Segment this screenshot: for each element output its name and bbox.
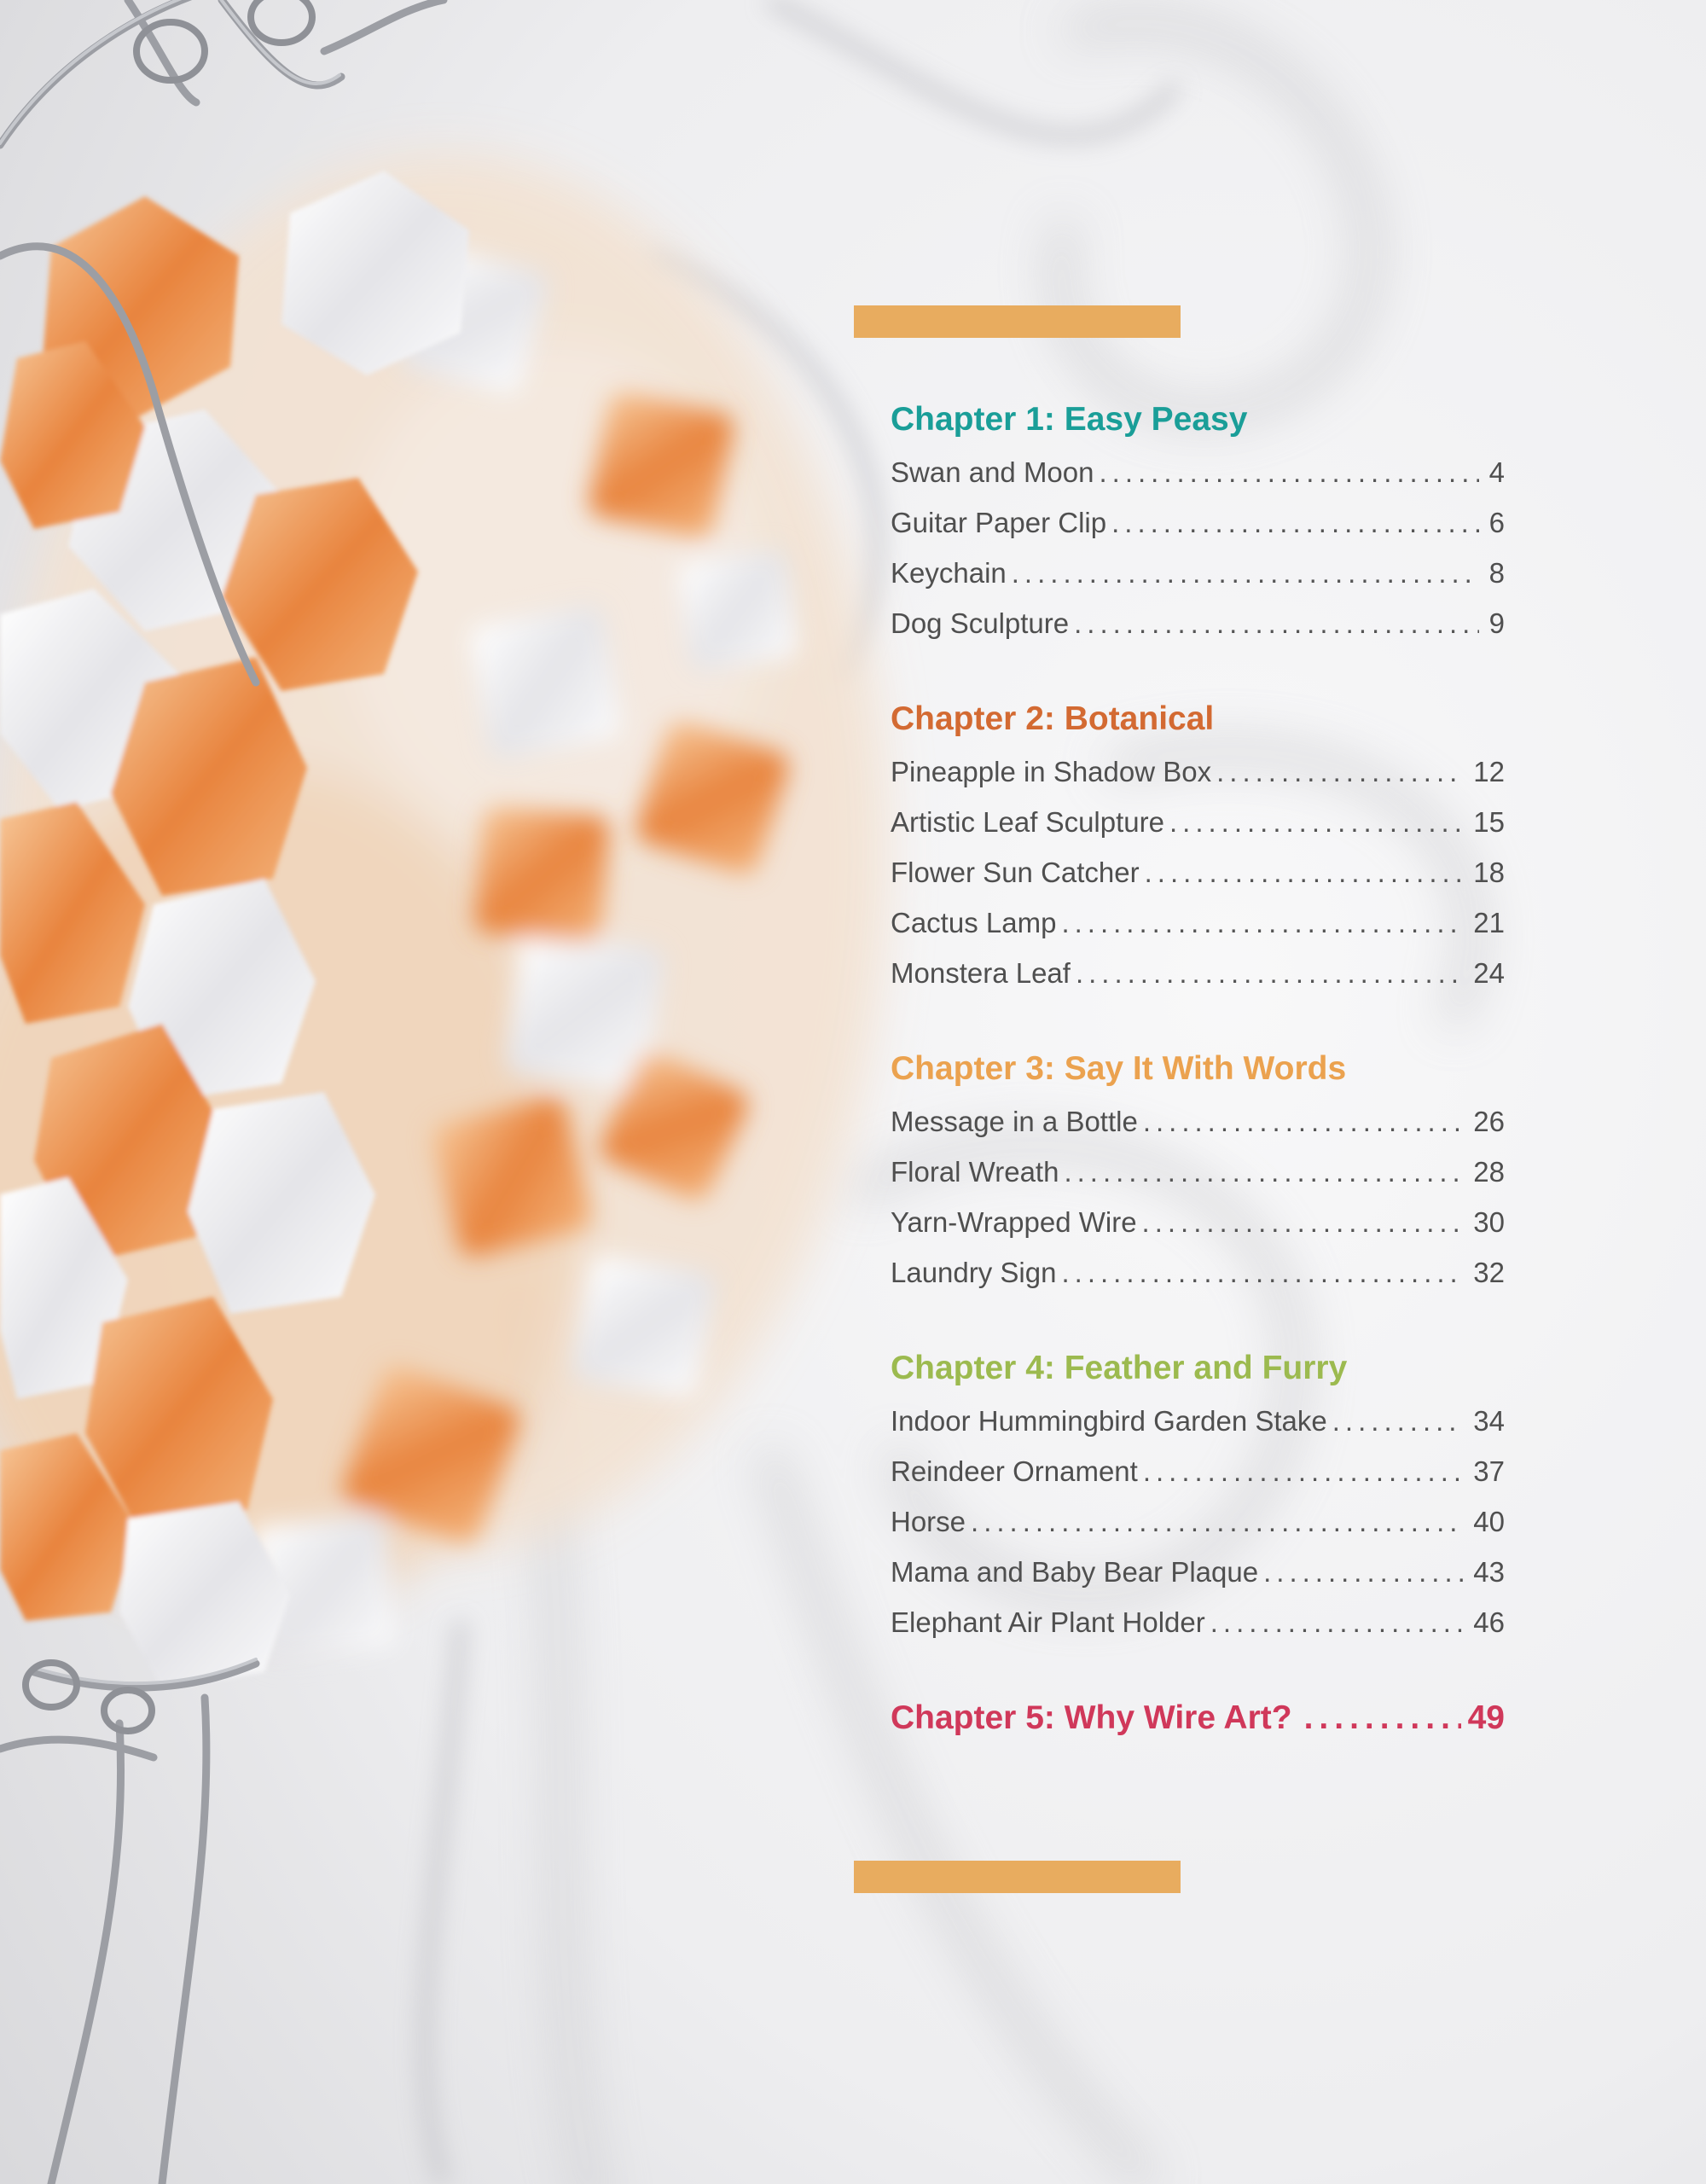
dot-leader [1143, 1446, 1463, 1496]
table-of-contents [891, 398, 1505, 1744]
toc-entry[interactable] [891, 847, 1505, 897]
entry-label: Flower Sun Catcher [891, 857, 1140, 888]
dot-leader [971, 1496, 1463, 1547]
dot-leader [1061, 897, 1463, 948]
entry-label: Reindeer Ornament [891, 1455, 1138, 1487]
entry-label: Mama and Baby Bear Plaque [891, 1556, 1259, 1588]
entry-label: Floral Wreath [891, 1156, 1059, 1188]
dot-leader [1111, 497, 1479, 548]
chapter-3 [891, 1047, 1505, 1298]
entry-page: 18 [1473, 857, 1505, 888]
chapter-2 [891, 697, 1505, 998]
entry-label: Message in a Bottle [891, 1106, 1138, 1137]
dot-leader [1074, 598, 1479, 648]
entry-label: Pineapple in Shadow Box [891, 756, 1212, 787]
dot-leader [1061, 1247, 1463, 1298]
toc-entry[interactable] [891, 897, 1505, 948]
chapter-5-entry[interactable] [891, 1693, 1505, 1744]
dot-leader [1304, 1693, 1461, 1744]
chapter-4 [891, 1346, 1505, 1647]
entry-page: 26 [1473, 1106, 1505, 1137]
entry-page: 34 [1473, 1405, 1505, 1437]
toc-entry[interactable] [891, 1597, 1505, 1647]
top-accent-rule [854, 305, 1181, 338]
entry-page: 15 [1473, 806, 1505, 838]
entry-page: 30 [1473, 1206, 1505, 1238]
chapter-title[interactable]: Chapter 2: Botanical [891, 700, 1215, 737]
toc-entry[interactable] [891, 948, 1505, 998]
entry-page: 12 [1473, 756, 1505, 787]
dot-leader [1064, 1147, 1463, 1197]
entry-label: Elephant Air Plant Holder [891, 1606, 1205, 1638]
dot-leader [1263, 1547, 1463, 1597]
entry-page: 9 [1488, 607, 1505, 639]
entry-label: Yarn-Wrapped Wire [891, 1206, 1137, 1238]
toc-entry[interactable] [891, 1247, 1505, 1298]
dot-leader [1100, 447, 1479, 497]
entry-label: Cactus Lamp [891, 907, 1057, 938]
toc-entry[interactable] [891, 447, 1505, 497]
entry-page: 40 [1473, 1506, 1505, 1537]
toc-entry[interactable] [891, 497, 1505, 548]
dot-leader [1012, 548, 1479, 598]
chapter-title: Chapter 5: Why Wire Art? [891, 1699, 1292, 1736]
entry-page: 4 [1488, 456, 1505, 488]
toc-entry[interactable] [891, 1446, 1505, 1496]
toc-entry[interactable] [891, 548, 1505, 598]
dot-leader [1216, 746, 1463, 797]
toc-entry[interactable] [891, 1096, 1505, 1147]
entry-page: 37 [1473, 1455, 1505, 1487]
entry-label: Swan and Moon [891, 456, 1094, 488]
dot-leader [1332, 1396, 1464, 1446]
dot-leader [1076, 948, 1463, 998]
entry-label: Artistic Leaf Sculpture [891, 806, 1164, 838]
dot-leader [1143, 1096, 1463, 1147]
bottom-accent-rule [854, 1861, 1181, 1893]
entry-label: Dog Sculpture [891, 607, 1070, 639]
entry-label: Keychain [891, 557, 1007, 589]
toc-entry[interactable] [891, 1496, 1505, 1547]
chapter-title[interactable]: Chapter 4: Feather and Furry [891, 1350, 1348, 1386]
dot-leader [1210, 1597, 1464, 1647]
toc-entry[interactable] [891, 797, 1505, 847]
dot-leader [1142, 1197, 1464, 1247]
toc-entry[interactable] [891, 1547, 1505, 1597]
toc-entry[interactable] [891, 598, 1505, 648]
entry-page: 46 [1473, 1606, 1505, 1638]
dot-leader [1169, 797, 1463, 847]
entry-label: Indoor Hummingbird Garden Stake [891, 1405, 1327, 1437]
entry-label: Guitar Paper Clip [891, 507, 1107, 538]
chapter-1 [891, 398, 1505, 648]
dot-leader [1145, 847, 1464, 897]
toc-entry[interactable] [891, 746, 1505, 797]
entry-page: 49 [1467, 1699, 1505, 1736]
toc-entry[interactable] [891, 1197, 1505, 1247]
entry-label: Horse [891, 1506, 966, 1537]
entry-page: 28 [1473, 1156, 1505, 1188]
entry-page: 43 [1473, 1556, 1505, 1588]
toc-entry[interactable] [891, 1396, 1505, 1446]
chapter-title[interactable]: Chapter 1: Easy Peasy [891, 401, 1248, 438]
entry-label: Monstera Leaf [891, 957, 1071, 989]
entry-page: 24 [1473, 957, 1505, 989]
entry-label: Laundry Sign [891, 1257, 1057, 1288]
entry-page: 6 [1488, 507, 1505, 538]
entry-page: 21 [1473, 907, 1505, 938]
toc-entry[interactable] [891, 1147, 1505, 1197]
entry-page: 32 [1473, 1257, 1505, 1288]
entry-page: 8 [1488, 557, 1505, 589]
chapter-title[interactable]: Chapter 3: Say It With Words [891, 1050, 1347, 1087]
